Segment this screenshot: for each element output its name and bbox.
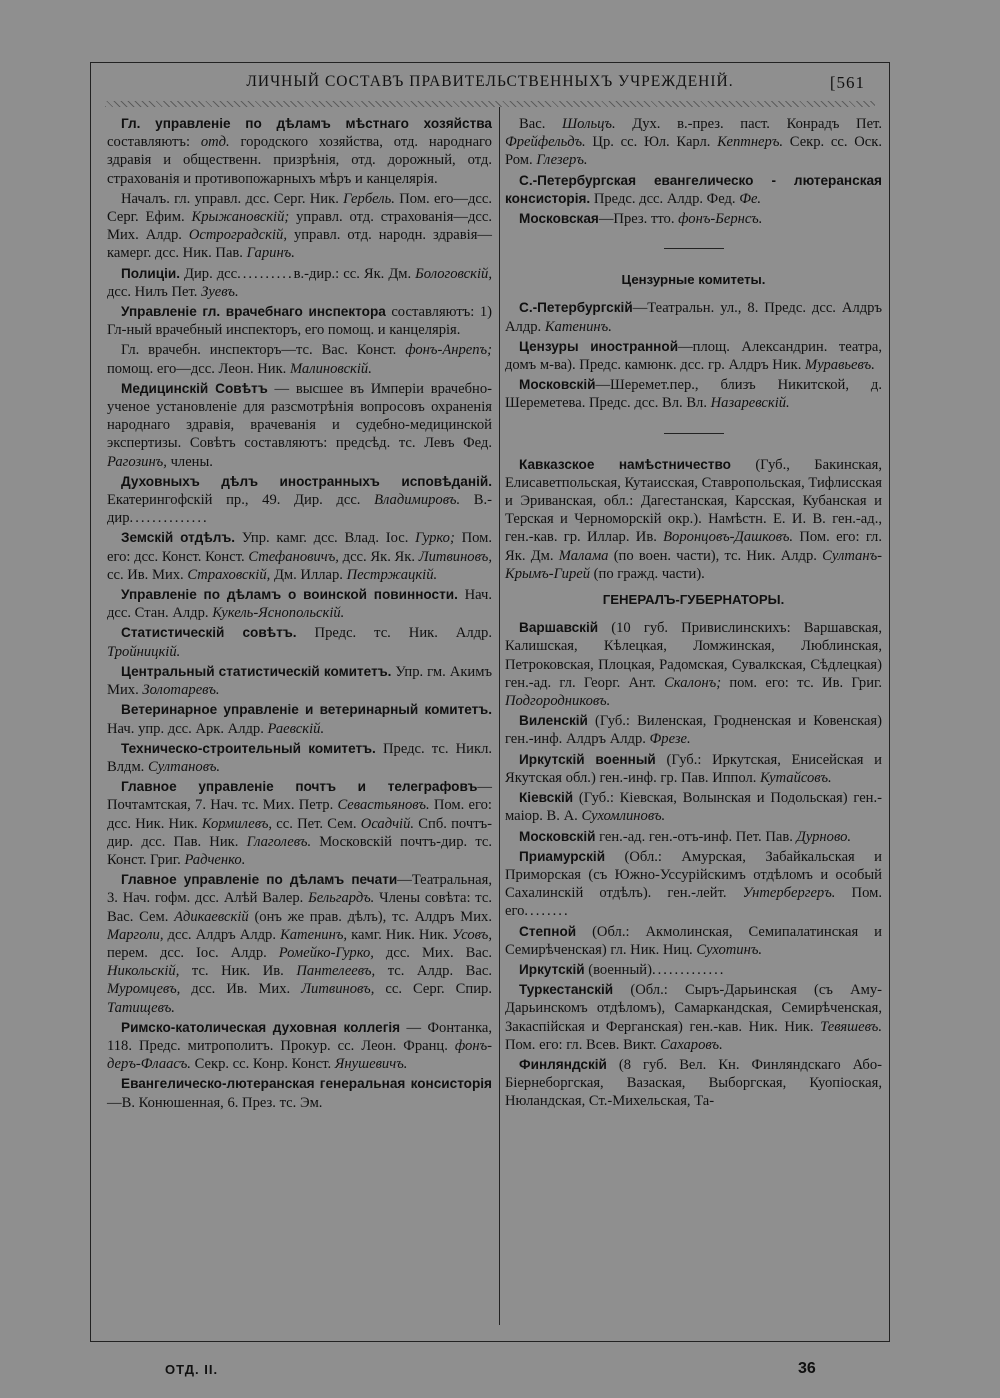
person-name: Дурново. [796,828,852,845]
entry-heading: Медицинскій Совѣтъ [121,380,268,396]
person-name: Муромцевъ, [107,981,181,998]
entry-text: —През. тто. [598,211,679,228]
entry-heading: Земскій отдѣлъ. [121,530,236,546]
person-name: Малама [558,547,609,564]
entry-paragraph [107,115,492,188]
entry-heading: Цензуры иностранной [519,338,679,354]
entry-text: пом. его: тс. Ив. Григ. [721,674,882,691]
person-name: Катенинъ, [280,926,348,943]
entry-paragraph [505,848,882,921]
entry-paragraph [107,380,492,471]
entry-text: (Обл.: Сыръ-Дарьинская (съ Аму-Дарьинскомъ отдѣломъ), Самаркандская, Семирѣченская, Закаспійская и Ферганская) ген.-кав. Ник. Ник. [505,982,882,1035]
header-ornament [105,101,875,107]
entry-text: Спб. почтъ-дир. дсс. Пав. Ник. [107,815,492,850]
entry-paragraph [505,376,882,412]
entry-heading: Московскій [519,377,596,393]
entry-paragraph [505,619,882,710]
entry-text: (по воен. части), тс. Ник. Алдр. [608,547,823,564]
entry-text: .............. [129,510,209,527]
entry-paragraph [107,529,492,584]
entry-paragraph [107,778,492,869]
entry-text: сс. Пет. Сем. [272,815,361,832]
entry-text: перем. дсс. Іос. Алдр. [107,944,279,961]
person-name: Воронцовъ-Дашковъ. [663,529,794,546]
person-name: Фрезе. [649,731,691,748]
entry-text: (Губ.: Виленская, Гродненская и Ковенская) ген.-инф. Алдръ Алдр. [505,713,882,748]
entry-text: члены. [166,453,213,470]
entry-text: дсс. Мих. Вас. [373,944,493,961]
person-name: Зуевъ. [201,283,239,300]
person-name: Стефановичъ, [248,548,339,565]
entry-text: Пом. его: гл. Всев. Викт. [505,1036,661,1053]
person-name: Малиновскій. [289,360,372,377]
entry-text: Вас. [519,116,562,132]
entry-paragraph [107,740,492,776]
person-name: Гербель. [343,190,395,207]
entry-paragraph [505,923,882,959]
entry-paragraph [505,115,882,170]
entry-paragraph [107,473,492,528]
entry-text: Члены совѣта: тс. Вас. Сем. [107,890,492,925]
entry-text: Цр. сс. Юл. Карл. [585,134,718,151]
entry-heading: С.-Петербургская евангелическо - лютеранская консисторія. [505,172,882,206]
person-name: Скалонъ; [664,674,722,691]
person-name: Пестржацкій. [346,566,438,583]
entry-paragraph [107,190,492,263]
person-name: Ромейко-Гурко, [278,944,374,961]
entry-text: дсс. Алдръ Алдр. [163,926,281,943]
entry-heading: Приамурскій [519,848,606,864]
entry-heading: Главное управленіе почтъ и телеграфовъ [121,779,478,795]
person-name: Кормилевъ, [201,815,273,832]
person-name: Литвиновъ, [418,548,492,565]
entry-heading: Ветеринарное управленіе и ветеринарный комитетъ. [121,702,492,718]
entry-text: (Губ.: Кіевская, Волынская и Подольская) ген.-маіор. В. А. [505,790,882,825]
person-name: Кептнеръ. [717,134,784,151]
person-name: Владимировъ. [374,492,461,509]
entry-text: (10 губ. Привислинскихъ: Варшавская, Калишская, Кѣлецкая, Ломжинская, Люблинская, Петроковская, Плоцкая, Радомская, Сувалкская, Сѣдлецкая) ген.-ад. гл. Георг. Ант. [505,620,882,691]
entry-text: тс. Алдр. Вас. [375,963,492,980]
entry-paragraph [107,265,492,301]
person-name: Сухомлиновъ. [581,808,666,825]
entry-text: в.-дир.: сс. Як. Дм. [293,265,416,282]
person-name: Назаревскій. [710,395,790,412]
person-name: Подгородниковъ. [505,693,611,710]
entry-text: Пом. его: дсс. Конст. Конст. [107,530,493,565]
person-name: фонъ-Анрепъ; [405,342,492,359]
entry-text: .......... [237,265,294,282]
person-name: отд. [200,134,230,151]
entry-text: Пом. его—дсс. Серг. Ефим. [107,190,492,226]
entry-text: — высшее въ Имперіи врачебно-ученое установленіе для разсмотрѣнія вопросовъ охраненія народнаго здравія, врачеванія и судебно-медицинской экспертизы. Совѣтъ составляютъ: предсѣд. тс. Левъ Фед. [107,380,492,452]
person-name: Севастьяновъ. [337,797,430,814]
person-name: Глаголевъ. [246,833,312,850]
person-name: Глезеръ. [536,152,588,169]
entry-paragraph [505,961,882,979]
entry-text: Предс. тс. Никл. Влдм. [107,740,493,775]
person-name: Раевскій. [267,720,325,737]
entry-text: Пом. его: дсс. Ник. Ник. [107,797,492,832]
entry-paragraph [107,303,492,339]
person-name: Бологовскій, [415,265,492,282]
entry-paragraph [107,1019,492,1074]
entry-text: составляютъ: [107,134,201,151]
entry-heading: Римско-католическая духовная коллегія [121,1019,401,1035]
entry-heading: Кавказское намѣстничество [519,456,731,472]
entry-text: Московскій почтъ-дир. тс. Конст. Григ. [107,833,492,868]
entry-text: (Губ.: Иркутская, Енисейская и Якутская обл.) ген.-инф. гр. Пав. Иппол. [505,751,882,786]
entry-text: управл. отд. страхованія—дсс. Мих. Алдр. [107,209,492,244]
entry-text: В.-дир [107,492,492,527]
section-rule [664,433,724,434]
entry-text: дсс. Ив. Мих. [180,981,302,998]
person-name: Кутайсовъ. [760,769,832,786]
entry-text: Началъ. гл. управл. дсс. Серг. Ник. [121,190,344,207]
entry-text: (8 губ. Вел. Кн. Финляндскаго Або-Біернеборгская, Вазаская, Выборгская, Куопіоская, Нюландская, Ст.-Михельская, Та- [505,1056,882,1110]
entry-heading: Виленскій [519,713,588,729]
entry-paragraph [107,624,492,660]
entry-paragraph [107,341,492,377]
entry-heading: Духовныхъ дѣлъ иностранныхъ исповѣданій. [121,473,492,489]
entry-text: Упр. камг. дсс. Влад. Іос. [235,530,416,547]
left-column [107,115,492,1114]
person-name: Осадчій. [360,815,415,832]
entry-heading: С.-Петербургскій [519,300,633,316]
entry-text: Дм. Иллар. [270,566,347,583]
entry-text: —Театральная, 3. Нач. гофм. дсс. Алѣй Валер. [107,872,492,907]
entry-heading: Управленіе по дѣламъ о воинской повинности. [121,587,458,603]
entry-text: Пом. его [505,885,882,920]
page-title: ЛИЧНЫЙ СОСТАВЪ ПРАВИТЕЛЬСТВЕННЫХЪ УЧРЕЖДЕНІЙ. [246,73,734,90]
entry-heading: Московская [519,211,599,227]
entry-text: Предс. дсс. Алдр. Фед. [590,190,740,207]
person-name: Татищевъ. [107,999,175,1016]
person-name: Катенинъ. [544,318,612,335]
entry-heading: Финляндскій [519,1056,607,1072]
person-name: Литвиновъ, [301,981,375,998]
person-name: Золотаревъ. [142,682,220,699]
entry-text: Упр. гм. Акимъ Мих. [107,663,492,699]
entry-text: (Губ., Бакинская, Елисаветпольская, Кутаисская, Ставропольская, Тифлисская и Эриванская, обл.: Дагестанская, Карсская, Кубанская и Терская и Черноморскій окр.). Намѣстн. Е. И. В. ген.-ад., ген.-кав. гр. Иллар. Ив. [505,456,882,546]
person-name: Тройницкій. [107,643,181,660]
entry-text: —Почтамтская, 7. Нач. тс. Мих. Петр. [107,779,492,814]
entry-paragraph [505,456,882,583]
entry-text: — Фонтанка, 118. Предс. митрополитъ. Прокур. сс. Леон. Франц. [107,1019,492,1054]
entry-text: городского хозяйства, отд. народнаго здравія и общественн. призрѣнія, отд. дорожный, отд. страхованія и противопожарныхъ мѣръ и канцелярія. [107,134,492,187]
entry-text: —Шеремет.пер., близъ Никитской, д. Шереметева. Предс. дсс. Вл. Вл. [505,377,882,412]
section-heading: Цензурные комитеты. [621,272,766,288]
entry-text: Нач. упр. дсс. Арк. Алдр. [107,720,268,737]
entry-heading: Центральный статистическій комитетъ. [121,663,392,679]
entry-paragraph [505,1056,882,1111]
person-name: Янушевичъ. [334,1056,408,1073]
person-name: Страховскій, [187,566,271,583]
entry-heading: Полиціи. [121,265,180,281]
person-name: Гурко; [415,530,455,547]
person-name: Марголи, [107,926,164,943]
entry-paragraph [107,663,492,699]
entry-text: сс. Серг. Спир. [374,981,492,998]
entry-text: (по гражд. части). [590,565,705,582]
entry-heading: Туркестанскій [519,982,614,998]
entry-heading: Техническо-строительный комитетъ. [121,740,376,756]
person-name: Бельгардъ. [308,890,375,907]
entry-paragraph [505,981,882,1054]
entry-paragraph [505,712,882,748]
person-name: Кукель-Яснопольскій. [212,605,345,622]
entry-paragraph [107,701,492,737]
person-name: Муравьевъ. [805,357,875,374]
person-name: Тевяшевъ. [820,1018,882,1035]
person-name: Рагозинъ, [107,453,167,470]
person-name: Пантелеевъ, [296,963,376,980]
entry-heading: Главное управленіе по дѣламъ печати [121,872,398,888]
person-name: Адикаевскій [174,908,249,925]
entry-text: Дир. дсс [180,265,238,282]
entry-heading: Гл. управленіе по дѣламъ мѣстнаго хозяйства [121,116,492,131]
person-name: фонъ-деръ-Флаасъ. [107,1037,492,1073]
entry-text: дсс. Як. Як. [338,548,419,565]
entry-heading: Управленіе гл. врачебнаго инспектора [121,304,386,320]
entry-text: составляютъ: 1) Гл-ный врачебный инспекторъ, его помощ. и канцелярія. [107,304,493,339]
person-name: Гаринъ. [246,245,295,262]
entry-paragraph [505,338,882,374]
entry-text: Секр. сс. Оск. Ром. [505,134,882,169]
page-frame [90,62,890,1342]
person-name: Султанъ-Крымъ-Гирей [505,547,883,582]
section-label: ОТД. II. [165,1362,219,1377]
person-name: фонъ-Бернсъ. [678,211,763,228]
entry-text: ........ [524,903,570,920]
entry-text: Дух. в.-през. паст. Конрадъ Пет. [615,116,882,132]
section-rule [664,248,724,249]
entry-paragraph [505,299,882,335]
entry-text: камг. Ник. Ник. [347,926,453,943]
page-header [91,73,889,99]
person-name: Шольцъ. [561,116,616,132]
entry-paragraph [505,751,882,787]
entry-text: ген.-ад. ген.-отъ-инф. Пет. Пав. [595,828,797,845]
entry-heading: Степной [519,923,577,939]
entry-heading: Кіевскій [519,790,574,806]
entry-paragraph [505,789,882,825]
entry-text: —Театральн. ул., 8. Предс. дсс. Алдръ Алдр. [505,300,882,335]
person-name: Никольскій, [107,963,180,980]
entry-text: (Обл.: Акмолинская, Семипалатинская и Семирѣченская) гл. Ник. Ниц. [505,923,882,958]
entry-heading: Статистическій совѣтъ. [121,625,297,641]
entry-text: сс. Ив. Мих. [107,566,188,583]
person-name: Фрейфельдъ. [505,134,586,151]
entry-heading: Евангелическо-лютеранская генеральная консисторія [121,1076,492,1092]
entry-text: Екатерингофскій пр., 49. Дир. дсс. [107,492,375,509]
entry-text: ............. [651,961,726,978]
person-name: Усовъ, [452,926,493,943]
entry-text: Пом. его: гл. Як. Дм. [505,529,882,564]
person-name: Фе. [739,190,762,207]
entry-text: Предс. тс. Ник. Алдр. [296,625,492,642]
section-heading: ГЕНЕРАЛЪ-ГУБЕРНАТОРЫ. [602,592,785,608]
entry-text: —В. Конюшенная, 6. През. тс. Эм. [107,1094,323,1111]
person-name: Сахаровъ. [660,1036,723,1053]
entry-text: —площ. Александрин. театра, домъ м-ва). Предс. камюнк. дсс. гр. Алдръ Ник. [505,338,882,374]
entry-paragraph [107,586,492,622]
entry-text: (военный) [584,961,652,978]
column-divider [499,107,500,1325]
entry-heading: Московскій [519,828,596,844]
person-name: Остроградскій, [188,227,287,244]
person-name: Крыжановскій; [191,209,290,226]
entry-heading: Иркутскій военный [519,751,656,767]
entry-paragraph [505,210,882,228]
person-name: Радченко. [184,851,246,868]
entry-paragraph [505,828,882,846]
right-column [505,115,882,1113]
page-reference: [561 [829,73,865,92]
entry-text: дсс. Нилъ Пет. [107,283,202,300]
person-name: Султановъ. [147,758,221,775]
entry-paragraph [107,1075,492,1111]
page-number: 36 [798,1360,816,1377]
entry-text: (онъ же прав. дѣлъ), тс. Алдръ Мих. [248,908,492,925]
entry-text: управл. отд. народн. здравія—камерг. дсс. Ник. Пав. [107,227,492,262]
entry-paragraph [107,871,492,1017]
entry-text: Секр. сс. Конр. Конст. [190,1056,335,1073]
entry-text: Гл. врачебн. инспекторъ—тс. Вас. Конст. [121,342,406,359]
entry-text: (Обл.: Амурская, Забайкальская и Приморская (съ Южно-Уссурійскимъ отдѣломъ и особый Сахалинскій отдѣлъ). ген.-лейт. [505,848,882,902]
entry-paragraph [505,172,882,208]
entry-heading: Варшавскій [519,620,599,636]
entry-text: помощ. его—дсс. Леон. Ник. [107,360,290,377]
entry-text: тс. Ник. Ив. [179,963,297,980]
entry-text: Нач. дсс. Стан. Алдр. [107,587,492,622]
person-name: Сухотинъ. [696,941,763,958]
person-name: Унтербергеръ. [742,885,836,902]
entry-heading: Иркутскій [519,961,585,977]
